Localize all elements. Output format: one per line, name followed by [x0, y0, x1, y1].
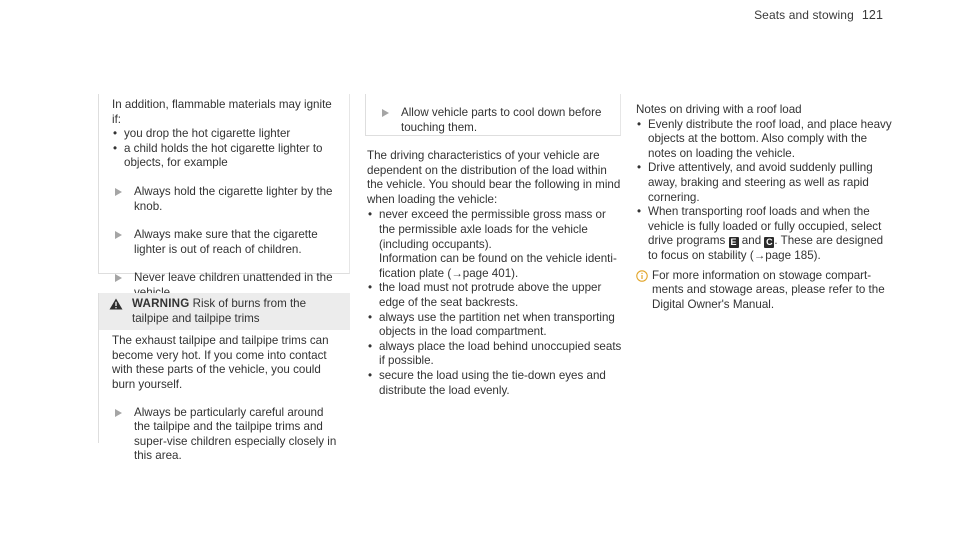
- list-item: • always place the load behind unoccupied seats if possible.: [367, 340, 623, 369]
- cool-down-box: [365, 94, 621, 136]
- list-item: • a child holds the hot cigarette lighter to objects, for example: [112, 142, 341, 171]
- list-item: • never exceed the permissible gross mass or the permissible axle loads for the vehicle (including occupants).: [367, 208, 623, 252]
- page-ref-arrow: →: [753, 248, 766, 262]
- action-item: Always make sure that the cigarette lighter is out of reach of children.: [112, 228, 341, 257]
- list-item: • Drive attentively, and avoid suddenly pulling away, braking and steering as well as rapid cornering.: [636, 161, 894, 205]
- drive-program-c-icon: C: [766, 237, 773, 248]
- warning-header: [99, 293, 350, 330]
- drive-program-e-icon: E: [730, 237, 737, 248]
- action-triangle-icon: [115, 274, 122, 282]
- list-item: • always use the partition net when transporting objects in the load compartment.: [367, 311, 623, 340]
- fire-risk-box: [98, 94, 350, 285]
- note-text: For more information on stowage compart-ments and stowage areas, please refer to the Digital Owner's Manual.: [652, 268, 885, 311]
- warning-body: The exhaust tailpipe and tailpipe trims can become very hot. If you come into contact with these parts of the vehicle, you could burn yourself.: [112, 334, 329, 391]
- action-item: Allow vehicle parts to cool down before touching them.: [379, 106, 612, 135]
- action-item: Never leave children unattended in the: [112, 271, 341, 300]
- list-item: • Evenly distribute the roof load, and place heavy objects at the bottom. Also comply with the notes on loading the vehicle.: [636, 118, 894, 162]
- warning-triangle-icon: [109, 298, 123, 310]
- loading-section: [367, 149, 623, 398]
- page-ref-link[interactable]: page 185: [765, 248, 814, 262]
- section-heading: Notes on driving with a roof load: [636, 103, 802, 116]
- intro-text: In addition, flammable materials may ignite if:: [112, 98, 332, 126]
- list-item: • secure the load using the tie-down eyes and distribute the load evenly.: [367, 369, 623, 398]
- action-triangle-icon: [382, 109, 389, 117]
- warning-box: [98, 293, 350, 463]
- page-ref-arrow: →: [451, 266, 463, 280]
- action-triangle-icon: [115, 188, 122, 196]
- action-triangle-icon: [115, 231, 122, 239]
- list-item: • When transporting roof loads and when the vehicle is fully loaded or fully occupied, select drive programs E and C . These are designed to focus on stability (→page 185).: [636, 205, 894, 263]
- action-item: Always be particularly careful around the tailpipe and the tailpipe trims and super-vise children especially closely in this area.: [112, 406, 342, 464]
- action-triangle-icon: [115, 409, 122, 417]
- page-header: [754, 8, 883, 22]
- section-title: Seats and stowing: [754, 8, 854, 22]
- list-item: • you drop the hot cigarette lighter: [112, 127, 341, 142]
- warning-title: Risk of burns from the tailpipe and tailpipe trims: [132, 297, 307, 325]
- roof-load-section: [636, 103, 894, 312]
- page-number: 121: [861, 8, 883, 22]
- info-paragraph: Information can be found on the vehicle identi-fication plate (→page 401).: [379, 252, 617, 280]
- page-ref-link[interactable]: page 401: [462, 266, 512, 280]
- note-item: [636, 269, 894, 313]
- action-item: Always hold the cigarette lighter by the knob.: [112, 185, 341, 214]
- info-icon: [636, 270, 648, 282]
- list-item: • the load must not protrude above the upper edge of the seat backrests.: [367, 281, 623, 310]
- warning-label: WARNING: [132, 297, 190, 310]
- loading-paragraph: The driving characteristics of your vehicle are dependent on the distribution of the load within the vehicle. You should bear the following in mind when loading the vehicle:: [367, 149, 621, 206]
